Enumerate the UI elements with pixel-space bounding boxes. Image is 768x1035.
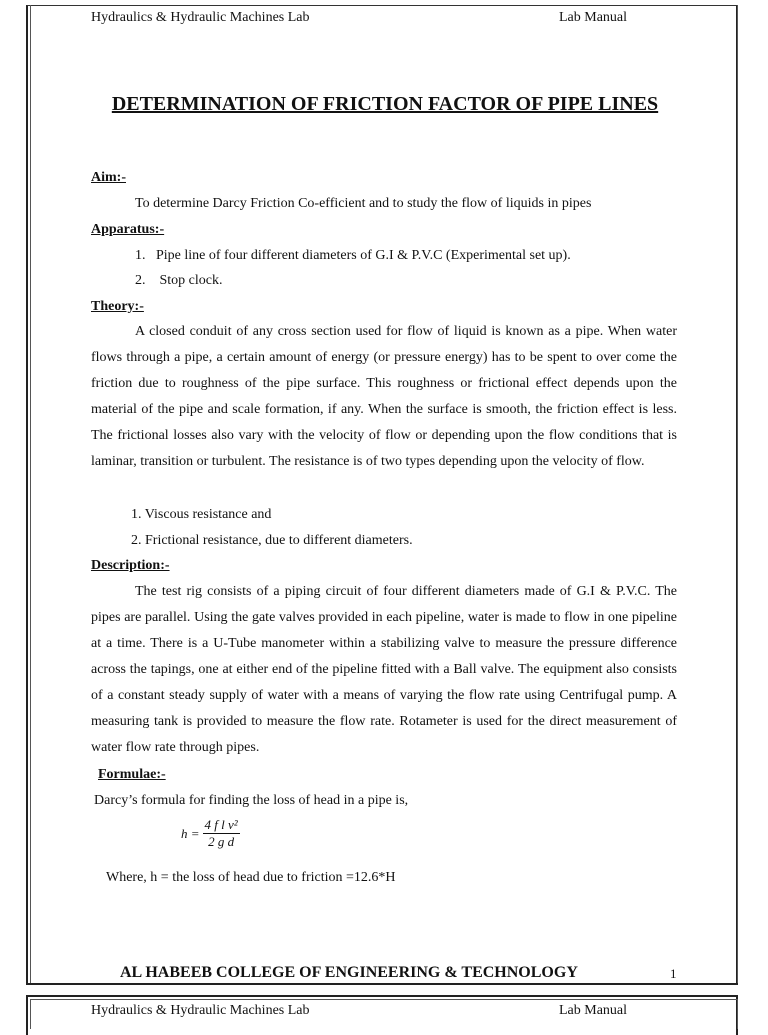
footer-page-number: 1	[670, 966, 677, 981]
formula-fraction	[203, 817, 240, 850]
theory-item-1: 1. Viscous resistance and	[131, 507, 272, 522]
formulae-heading: Formulae:-	[98, 767, 166, 782]
next-page-header-lab-name: Hydraulics & Hydraulic Machines Lab	[91, 1003, 310, 1018]
page-title: DETERMINATION OF FRICTION FACTOR OF PIPE LINES	[111, 93, 659, 115]
theory-paragraph: A closed conduit of any cross section used for flow of liquid is known as a pipe. When water flows through a pipe, a certain amount of energy (or pressure energy) has to be spent to over come the friction due to roughness of the pipe surface. This roughness or frictional effect depends upon the material of the pipe and scale formation, if any. When the surface is smooth, the friction effect is less. The frictional losses also vary with the velocity of flow or depending upon the flow conditions that is laminar, transition or turbulent. The resistance is of two types depending upon the velocity of flow.	[91, 324, 677, 469]
darcy-formula	[181, 817, 240, 850]
aim-heading: Aim:-	[91, 170, 126, 185]
header-lab-name: Hydraulics & Hydraulic Machines Lab	[91, 10, 310, 25]
description-heading: Description:-	[91, 558, 170, 573]
formulae-intro: Darcy’s formula for finding the loss of head in a pipe is,	[94, 793, 409, 808]
formula-denominator: 2 g d	[208, 834, 235, 849]
apparatus-heading: Apparatus:-	[91, 222, 165, 237]
formula-lhs: h =	[181, 825, 200, 841]
description-paragraph: The test rig consists of a piping circuit of four different diameters made of G.I & P.V.C. The pipes are parallel. Using the gate valves provided in each pipeline, water is made to flow in one pipeline at a time. There is a U-Tube manometer within a stabilizing valve to measure the pressure difference across the tapings, one at either end of the pipeline fitted with a Ball valve. The equipment also consists of a constant steady supply of water with a means of varying the flow rate using Centrifugal pump. A measuring tank is provided to measure the flow rate. Rotameter is used for the direct measurement of water flow rate through pipes.	[91, 584, 677, 755]
page-border	[26, 5, 738, 985]
next-page-header-manual-label: Lab Manual	[559, 1003, 628, 1018]
formula-numerator: 4 f l v²	[204, 817, 238, 832]
header-manual-label: Lab Manual	[559, 10, 628, 25]
formulae-where: Where, h = the loss of head due to friction =12.6*H	[106, 870, 396, 885]
apparatus-item-2: 2. Stop clock.	[135, 273, 223, 288]
theory-item-2: 2. Frictional resistance, due to different diameters.	[131, 533, 413, 548]
apparatus-item-1: 1. Pipe line of four different diameters of G.I & P.V.C (Experimental set up).	[135, 248, 571, 263]
footer-college-name: AL HABEEB COLLEGE OF ENGINEERING & TECHNOLOGY	[120, 964, 578, 981]
theory-heading: Theory:-	[91, 299, 144, 314]
aim-text: To determine Darcy Friction Co-efficient and to study the flow of liquids in pipes	[135, 196, 592, 211]
